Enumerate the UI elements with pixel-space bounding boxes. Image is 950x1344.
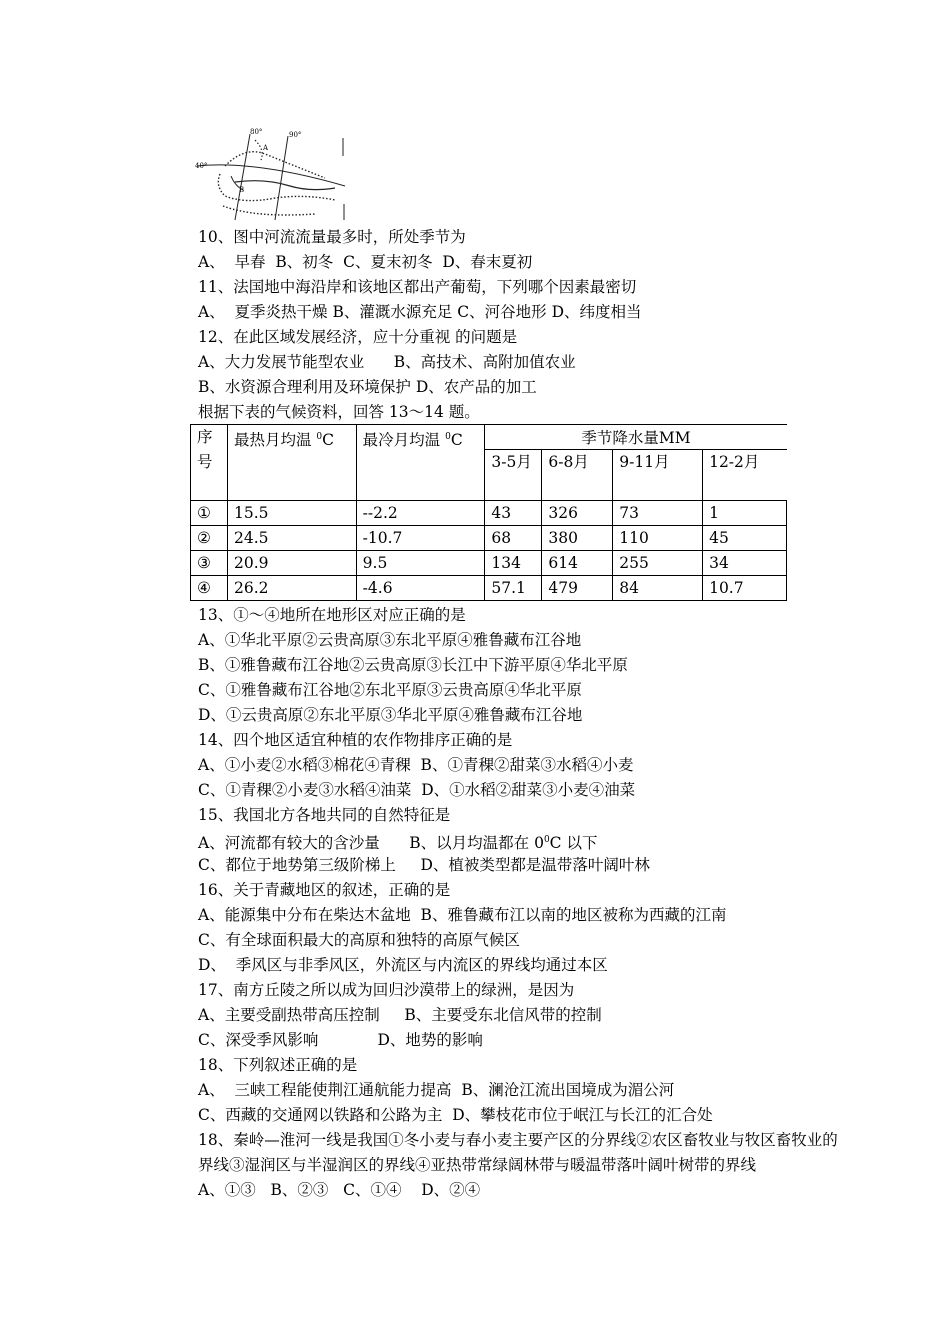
q16-stem: 16、关于青藏地区的叙述，正确的是: [198, 881, 451, 899]
q12-stem: 12、在此区域发展经济，应十分重视 的问题是: [198, 328, 518, 346]
q13-option-d: D、①云贵高原②东北平原③华北平原④雅鲁藏布江谷地: [198, 706, 583, 724]
climate-table-wrapper: [190, 424, 787, 601]
q18a-options-ab: A、 三峡工程能使荆江通航能力提高 B、澜沧江流出国境成为湄公河: [198, 1081, 675, 1099]
cell-summer: 380: [542, 526, 613, 551]
q18b-stem-line1: 18、秦岭—淮河一线是我国①冬小麦与春小麦主要产区的分界线②农区畜牧业与牧区畜牧业的: [198, 1131, 838, 1149]
cell-cold: -10.7: [356, 526, 485, 551]
q16-option-d: D、 季风区与非季风区，外流区与内流区的界线均通过本区: [198, 956, 608, 974]
cell-autumn: 84: [613, 576, 703, 601]
q10-stem: 10、图中河流流量最多时，所处季节为: [198, 228, 466, 246]
cell-id: ②: [191, 526, 228, 551]
table-row: [191, 501, 787, 526]
cell-winter: 34: [703, 551, 787, 576]
q15-options-ab: A、河流都有较大的含沙量 B、以月均温都在 $0^0C$ 以下: [198, 834, 598, 853]
mountain-range-north: [225, 152, 325, 178]
q13-stem: 13、①～④地所在地形区对应正确的是: [198, 606, 466, 624]
label-point-a: A: [263, 144, 269, 152]
cell-cold: -4.6: [356, 576, 485, 601]
q14-stem: 14、四个地区适宜种植的农作物排序正确的是: [198, 731, 513, 749]
cell-hot: 20.9: [227, 551, 356, 576]
label-lon80: 80°: [250, 128, 263, 136]
cell-autumn: 73: [613, 501, 703, 526]
table-intro: 根据下表的气候资料，回答 13～14 题。: [198, 403, 480, 421]
q18a-options-cd: C、西藏的交通网以铁路和公路为主 D、攀枝花市位于岷江与长江的汇合处: [198, 1106, 713, 1124]
cell-autumn: 255: [613, 551, 703, 576]
table-row: [191, 551, 787, 576]
cell-cold: 9.5: [356, 551, 485, 576]
cell-spring: 43: [485, 501, 542, 526]
header-autumn: 9-11月: [613, 450, 703, 501]
table-row: [191, 526, 787, 551]
cell-spring: 57.1: [485, 576, 542, 601]
q18b-stem-line2: 界线③湿润区与半湿润区的界线④亚热带常绿阔林带与暖温带落叶阔叶树带的界线: [198, 1156, 757, 1174]
latitude-line-40: [197, 165, 345, 186]
header-hottest-month: 最热月均温 $^0$C: [227, 425, 356, 501]
cell-summer: 326: [542, 501, 613, 526]
header-spring: 3-5月: [485, 450, 542, 501]
climate-table: [190, 424, 787, 601]
q11-stem: 11、法国地中海沿岸和该地区都出产葡萄，下列哪个因素最密切: [198, 278, 637, 296]
header-coldest-month: 最冷月均温 $^0$C: [356, 425, 485, 501]
header-seasonal-precip: 季节降水量MM: [485, 425, 787, 450]
mountain-range-south: [218, 174, 335, 201]
q17-options-cd: C、深受季风影响 D、地势的影响: [198, 1031, 483, 1049]
cell-hot: 24.5: [227, 526, 356, 551]
q13-option-c: C、①雅鲁藏布江谷地②东北平原③云贵高原④华北平原: [198, 681, 582, 699]
questions-10-12: [198, 225, 898, 425]
longitude-line-80: [235, 134, 250, 220]
q18a-stem: 18、下列叙述正确的是: [198, 1056, 358, 1074]
cell-cold: --2.2: [356, 501, 485, 526]
cell-winter: 10.7: [703, 576, 787, 601]
q18b-options: A、①③ B、②③ C、①④ D、②④: [198, 1181, 481, 1199]
label-point-b: B: [239, 186, 245, 194]
header-winter: 12-2月: [703, 450, 787, 501]
cell-spring: 134: [485, 551, 542, 576]
q10-options: A、 早春 B、初冬 C、夏末初冬 D、春末夏初: [198, 253, 533, 271]
table-header-row-1: [191, 425, 787, 450]
cell-spring: 68: [485, 526, 542, 551]
header-seq: 序号: [191, 425, 228, 501]
q17-options-ab: A、主要受副热带高压控制 B、主要受东北信风带的控制: [198, 1006, 602, 1024]
cell-autumn: 110: [613, 526, 703, 551]
q12-options-2: B、水资源合理利用及环境保护 D、农产品的加工: [198, 378, 537, 396]
q15-options-cd: C、都位于地势第三级阶梯上 D、植被类型都是温带落叶阔叶林: [198, 856, 650, 874]
cell-id: ①: [191, 501, 228, 526]
q11-options: A、 夏季炎热干燥 B、灌溉水源充足 C、河谷地形 D、纬度相当: [198, 303, 642, 321]
longitude-line-90: [275, 136, 288, 220]
cell-summer: 614: [542, 551, 613, 576]
q13-option-a: A、①华北平原②云贵高原③东北平原④雅鲁藏布江谷地: [198, 631, 582, 649]
label-lon90: 90°: [289, 131, 302, 139]
cell-winter: 1: [703, 501, 787, 526]
cell-summer: 479: [542, 576, 613, 601]
q17-stem: 17、南方丘陵之所以成为回归沙漠带上的绿洲，是因为: [198, 981, 575, 999]
cell-winter: 45: [703, 526, 787, 551]
table-row: [191, 576, 787, 601]
cell-hot: 26.2: [227, 576, 356, 601]
questions-13-18: [198, 603, 898, 1203]
region-map-figure: [195, 126, 347, 222]
q13-option-b: B、①雅鲁藏布江谷地②云贵高原③长江中下游平原④华北平原: [198, 656, 628, 674]
q14-options-cd: C、①青稞②小麦③水稻④油菜 D、①水稻②甜菜③小麦④油菜: [198, 781, 636, 799]
cell-id: ④: [191, 576, 228, 601]
q16-option-c: C、有全球面积最大的高原和独特的高原气候区: [198, 931, 520, 949]
cell-hot: 15.5: [227, 501, 356, 526]
header-summer: 6-8月: [542, 450, 613, 501]
cell-id: ③: [191, 551, 228, 576]
label-lat40: 40°: [195, 162, 208, 170]
q16-options-ab: A、能源集中分布在柴达木盆地 B、雅鲁藏布江以南的地区被称为西藏的江南: [198, 906, 727, 924]
q12-options-1: A、大力发展节能型农业 B、高技术、高附加值农业: [198, 353, 576, 371]
q14-options-ab: A、①小麦②水稻③棉花④青稞 B、①青稞②甜菜③水稻④小麦: [198, 756, 634, 774]
q15-stem: 15、我国北方各地共同的自然特征是: [198, 806, 451, 824]
river-line: [235, 181, 335, 190]
